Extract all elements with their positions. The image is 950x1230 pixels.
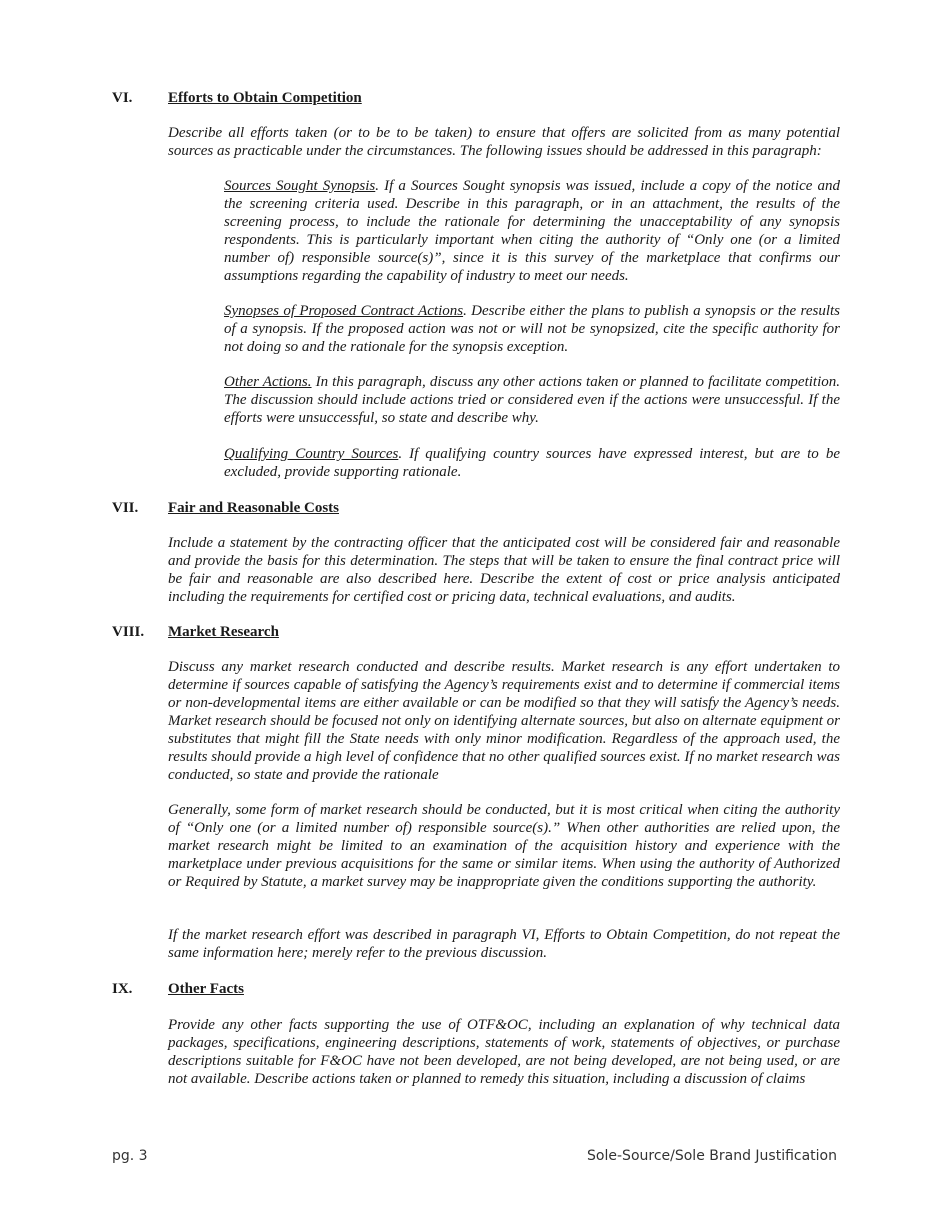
paragraph-lead: Sources Sought Synopsis xyxy=(224,178,376,194)
section-title: Market Research xyxy=(168,624,279,640)
paragraph-lead: Other Actions. xyxy=(224,374,312,390)
section-viii-paragraph-2: Generally, some form of market research should be conducted, but it is most critical when citing the authority of “Only one (or a limited number of) responsible source(s).” When other authorities are relied upon, the market research might be limited to an examination of the acquisition history and experience with the marketplace under previous acquisitions for the same or similar items. When using the authority of Authorized or Required by Statute, a market survey may be inappropriate given the conditions supporting the authority. xyxy=(168,802,840,890)
paragraph-text: . Describe either the plans to publish a synopsis or the results of a synopsis. If the proposed action was not or will not be synopsized, cite the specific authority for not doing so and the rationale for the synopsis exception. xyxy=(224,303,840,355)
section-heading-vii xyxy=(112,499,339,517)
paragraph-lead: Synopses of Proposed Contract Actions xyxy=(224,303,464,319)
section-vii-paragraph: Include a statement by the contracting officer that the anticipated cost will be considered fair and reasonable and provide the basis for this determination. The steps that will be taken to ensure the final contract price will be fair and reasonable are also described here. Describe the extent of cost or price analysis anticipated including the requirements for certified cost or pricing data, technical evaluations, and audits. xyxy=(168,535,840,605)
section-viii-paragraph-1: Discuss any market research conducted and describe results. Market research is any effort undertaken to determine if sources capable of satisfying the Agency’s requirements exist and to determine if commercial items or non-developmental items are either available or can be modified so that they will satisfy the Agency’s needs. Market research should be focused not only on identifying alternate sources, but also on alternate equipment or substitutes that might fill the State needs with only minor modification. Regardless of the approach used, the results should provide a high level of confidence that no other qualified sources exist. If no market research was conducted, so state and provide the rationale xyxy=(168,659,840,783)
section-number: VI. xyxy=(112,90,133,106)
paragraph-text: In this paragraph, discuss any other actions taken or planned to facilitate competition. The discussion should include actions tried or considered even if the actions were unsuccessful. If the efforts were unsuccessful, so state and describe why. xyxy=(224,374,841,426)
paragraph-text: . If qualifying country sources have expressed interest, but are to be excluded, provide supporting rationale. xyxy=(224,446,840,480)
sources-sought-paragraph xyxy=(224,177,840,285)
paragraph-lead: Qualifying Country Sources xyxy=(224,446,399,462)
section-viii-paragraph-3: If the market research effort was described in paragraph VI, Efforts to Obtain Competition, do not repeat the same information here; merely refer to the previous discussion. xyxy=(168,927,840,961)
page-number: pg. 3 xyxy=(112,1148,148,1164)
section-heading-viii xyxy=(112,623,279,641)
synopses-paragraph xyxy=(224,302,840,356)
section-number: VII. xyxy=(112,500,139,516)
other-actions-paragraph xyxy=(224,373,840,427)
section-number: VIII. xyxy=(112,624,145,640)
section-number: IX. xyxy=(112,981,133,997)
section-title: Other Facts xyxy=(168,981,244,997)
section-title: Fair and Reasonable Costs xyxy=(168,500,339,516)
section-title: Efforts to Obtain Competition xyxy=(168,90,362,106)
paragraph-text: . If a Sources Sought synopsis was issued, include a copy of the notice and the screening criteria used. Describe in this paragraph, or in an attachment, the results of the screening process, to include the rationale for determining the unacceptability of any synopsis respondents. This is particularly important when citing the authority of “Only one (or a limited number of) responsible source(s)”, since it is this survey of the marketplace that confirms our assumptions regarding the capability of industry to meet our needs. xyxy=(224,178,840,284)
section-vi-intro: Describe all efforts taken (or to be to be taken) to ensure that offers are solicited from as many potential sources as practicable under the circumstances. The following issues should be addressed in this paragraph: xyxy=(168,125,840,159)
section-ix-paragraph: Provide any other facts supporting the use of OTF&OC, including an explanation of why technical data packages, specifications, engineering descriptions, statements of work, statements of objectives, or purchase descriptions suitable for F&OC have not been developed, are not being developed, are not being used, or are not available. Describe actions taken or planned to remedy this situation, including a discussion of claims xyxy=(168,1017,840,1087)
qualifying-country-paragraph xyxy=(224,445,840,481)
document-title-footer: Sole-Source/Sole Brand Justification xyxy=(587,1148,837,1164)
section-heading-ix xyxy=(112,980,244,998)
section-heading-vi xyxy=(112,89,362,107)
